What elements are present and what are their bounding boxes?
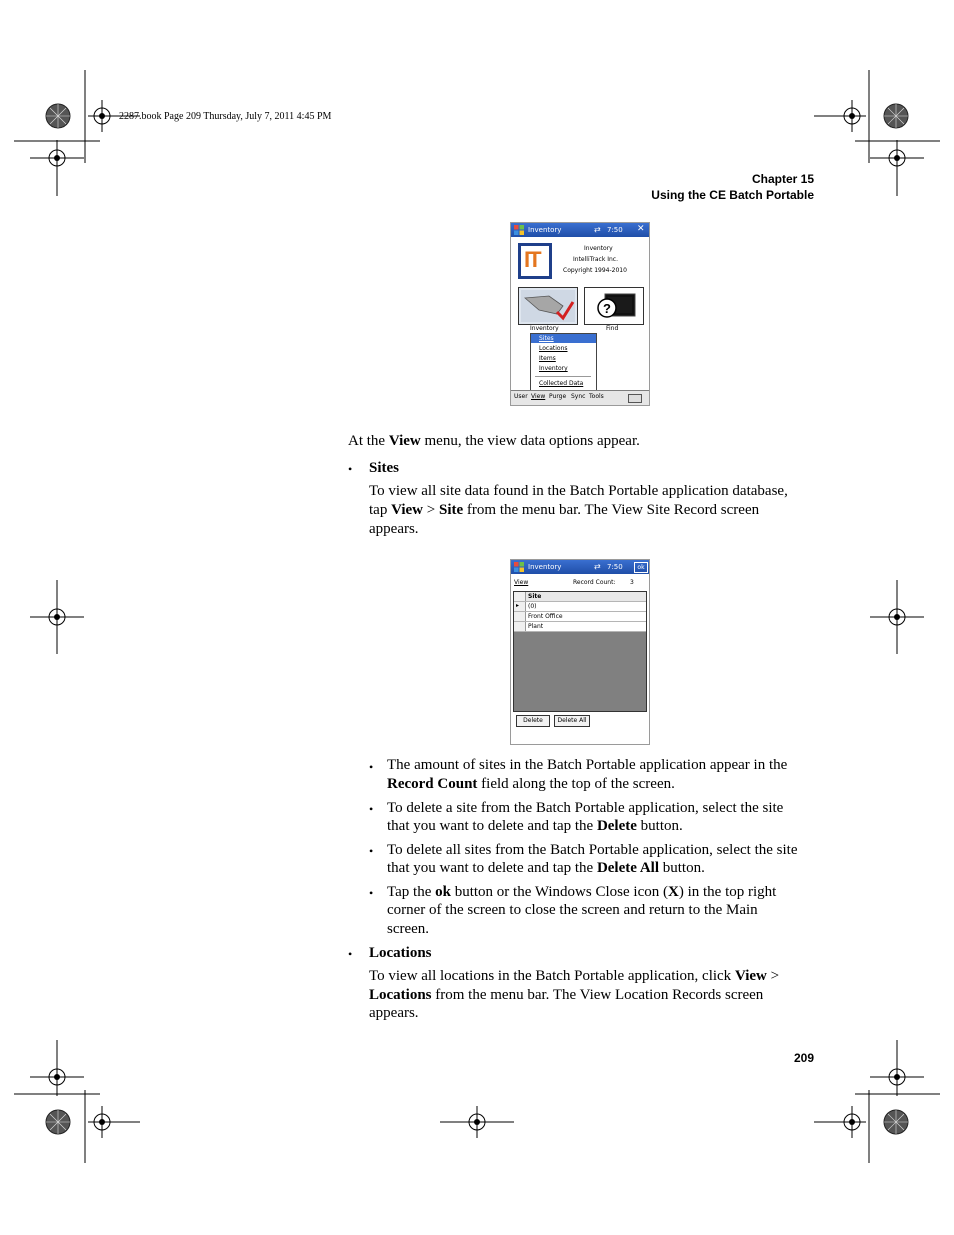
locations-heading: Locations xyxy=(369,945,432,961)
sync-arrows-icon: ⇄ xyxy=(594,562,601,571)
menu-divider xyxy=(535,376,591,377)
bullet-3-line-1: To delete all sites from the Batch Portable application, select the site xyxy=(387,842,798,858)
close-icon[interactable]: ✕ xyxy=(637,224,645,234)
view-menu-label[interactable]: View xyxy=(514,579,529,586)
bullet-dot: • xyxy=(369,886,374,900)
row-pointer-icon: ▸ xyxy=(516,602,520,609)
bullet-4-line-1: Tap the ok button or the Windows Close icon (X) in the top right xyxy=(387,884,777,900)
delete-all-button[interactable]: Delete All xyxy=(554,715,590,727)
delete-button[interactable]: Delete xyxy=(516,715,550,727)
inventory-app-icon[interactable] xyxy=(518,287,578,325)
locations-paragraph-line-3: appears. xyxy=(369,1005,419,1021)
device-title: Inventory xyxy=(528,563,562,571)
bullet-dot: • xyxy=(369,844,374,858)
grid-column-site: Site xyxy=(528,593,542,600)
bullet-dot: • xyxy=(369,802,374,816)
about-copyright: Copyright 1994-2010 xyxy=(563,267,627,274)
about-company: IntelliTrack Inc. xyxy=(573,256,619,263)
table-row[interactable]: ▸ (0) xyxy=(514,602,646,612)
menu-item-sites[interactable]: Sites xyxy=(539,335,554,342)
intellitrack-logo: IT xyxy=(518,243,552,279)
device-titlebar xyxy=(511,223,649,237)
sites-paragraph-line-1: To view all site data found in the Batch Portable application database, xyxy=(369,483,788,499)
menu-item-locations[interactable]: Locations xyxy=(539,345,568,352)
locations-paragraph-line-2: Locations from the menu bar. The View Location Records screen xyxy=(369,987,764,1003)
windows-flag-icon xyxy=(514,562,524,572)
menubar-purge[interactable]: Purge xyxy=(549,393,567,400)
menubar-tools[interactable]: Tools xyxy=(589,393,604,400)
inventory-icon-label: Inventory xyxy=(530,325,559,332)
bullet-dot: • xyxy=(369,760,374,774)
ok-button[interactable]: ok xyxy=(634,562,648,573)
bullet-1-line-1: The amount of sites in the Batch Portable application appear in the xyxy=(387,757,788,773)
inventory-main-screenshot xyxy=(510,222,650,406)
question-screen-icon xyxy=(585,288,643,324)
record-count-label: Record Count: xyxy=(573,579,616,586)
find-app-icon[interactable] xyxy=(584,287,644,325)
intro-paragraph: At the View menu, the view data options appear. xyxy=(348,433,640,449)
print-slug: 2287.book Page 209 Thursday, July 7, 2011 4:45 PM xyxy=(119,111,332,122)
bullet-dot: • xyxy=(348,462,353,476)
bullet-1-line-2: Record Count field along the top of the screen. xyxy=(387,776,675,792)
locations-paragraph-line-1: To view all locations in the Batch Portable application, click View > xyxy=(369,968,780,984)
chapter-title: Using the CE Batch Portable xyxy=(651,188,814,202)
keyboard-icon[interactable] xyxy=(628,394,642,403)
device-title: Inventory xyxy=(528,226,562,234)
sites-paragraph-line-2: tap View > Site from the menu bar. The View Site Record screen xyxy=(369,502,760,518)
device-menubar xyxy=(511,390,649,405)
bullet-dot: • xyxy=(348,947,353,961)
menubar-sync[interactable]: Sync xyxy=(571,393,586,400)
about-app-name: Inventory xyxy=(584,245,613,252)
bullet-4-line-2: corner of the screen to close the screen and return to the Main xyxy=(387,902,758,918)
table-row[interactable]: Front Office xyxy=(514,612,646,622)
hand-scanner-icon xyxy=(519,288,577,324)
device-clock: 7:50 xyxy=(607,226,623,234)
bullet-2-line-1: To delete a site from the Batch Portable application, select the site xyxy=(387,800,784,816)
sync-arrows-icon: ⇄ xyxy=(594,225,601,234)
chapter-number: Chapter 15 xyxy=(751,172,814,186)
view-site-record-screenshot xyxy=(510,559,650,745)
bullet-3-line-2: that you want to delete and tap the Delete All button. xyxy=(387,860,705,876)
view-menu-popup xyxy=(530,333,597,392)
bullet-2-line-2: that you want to delete and tap the Delete button. xyxy=(387,818,683,834)
table-row[interactable]: Plant xyxy=(514,622,646,632)
record-count-value: 3 xyxy=(630,579,634,586)
windows-flag-icon xyxy=(514,225,524,235)
svg-text:?: ? xyxy=(603,301,611,316)
bullet-4-line-3: screen. xyxy=(387,921,430,937)
sites-paragraph-line-3: appears. xyxy=(369,521,419,537)
device-titlebar xyxy=(511,560,649,574)
menu-item-inventory[interactable]: Inventory xyxy=(539,365,568,372)
page-number: 209 xyxy=(793,1051,814,1065)
menu-item-items[interactable]: Items xyxy=(539,355,556,362)
menubar-user[interactable]: User xyxy=(514,393,528,400)
grid-header-row xyxy=(514,592,646,602)
menubar-view[interactable]: View xyxy=(531,393,546,400)
site-data-grid[interactable] xyxy=(513,591,647,712)
menu-item-collected-data[interactable]: Collected Data xyxy=(539,380,584,387)
sites-heading: Sites xyxy=(369,460,399,476)
find-icon-label: Find xyxy=(606,325,619,332)
device-clock: 7:50 xyxy=(607,563,623,571)
